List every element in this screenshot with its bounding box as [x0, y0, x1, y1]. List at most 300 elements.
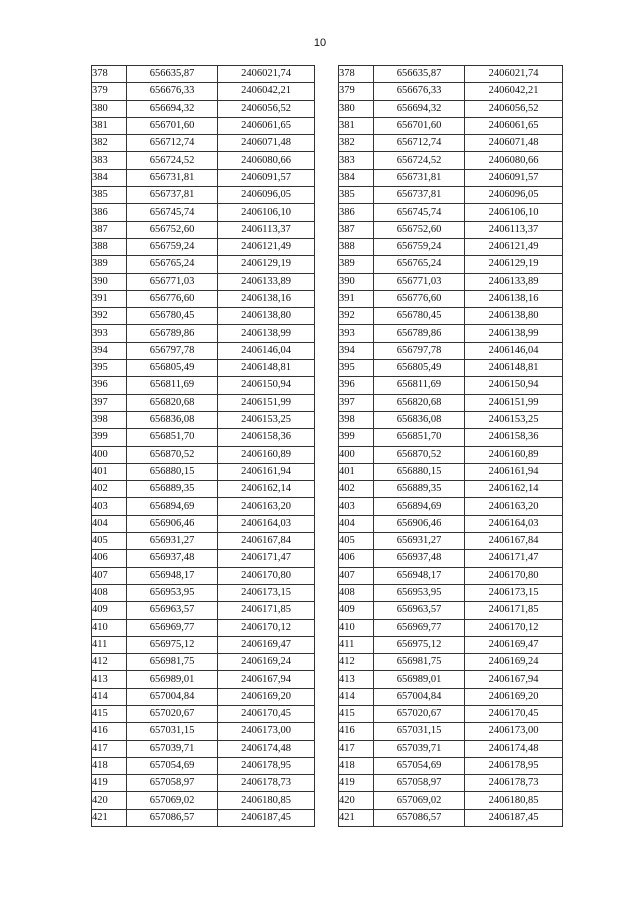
point-number-cell: 379 — [339, 83, 374, 100]
table-row — [92, 723, 315, 740]
y-coordinate-cell: 2406169,47 — [465, 636, 563, 653]
x-coordinate-cell: 656789,86 — [374, 325, 465, 342]
table-row — [339, 792, 563, 809]
y-coordinate-cell: 2406138,16 — [218, 290, 315, 307]
y-coordinate-cell: 2406170,12 — [465, 619, 563, 636]
y-coordinate-cell: 2406187,45 — [465, 809, 563, 826]
table-row — [339, 325, 563, 342]
x-coordinate-cell: 656701,60 — [127, 117, 218, 134]
point-number-cell: 404 — [339, 515, 374, 532]
x-coordinate-cell: 656989,01 — [374, 671, 465, 688]
x-coordinate-cell: 656870,52 — [127, 446, 218, 463]
y-coordinate-cell: 2406167,94 — [218, 671, 315, 688]
point-number-cell: 410 — [92, 619, 127, 636]
y-coordinate-cell: 2406171,47 — [465, 550, 563, 567]
y-coordinate-cell: 2406178,95 — [465, 757, 563, 774]
x-coordinate-cell: 656906,46 — [127, 515, 218, 532]
x-coordinate-cell: 656948,17 — [374, 567, 465, 584]
point-number-cell: 396 — [92, 377, 127, 394]
table-row — [92, 809, 315, 826]
x-coordinate-cell: 656737,81 — [374, 187, 465, 204]
point-number-cell: 417 — [92, 740, 127, 757]
table-row — [92, 411, 315, 428]
point-number-cell: 407 — [339, 567, 374, 584]
point-number-cell: 420 — [339, 792, 374, 809]
y-coordinate-cell: 2406160,89 — [465, 446, 563, 463]
x-coordinate-cell: 656771,03 — [374, 273, 465, 290]
point-number-cell: 391 — [92, 290, 127, 307]
table-row — [92, 602, 315, 619]
point-number-cell: 405 — [92, 533, 127, 550]
table-row — [339, 757, 563, 774]
table-row — [92, 83, 315, 100]
y-coordinate-cell: 2406173,15 — [218, 584, 315, 601]
x-coordinate-cell: 656811,69 — [127, 377, 218, 394]
point-number-cell: 394 — [339, 342, 374, 359]
point-number-cell: 397 — [92, 394, 127, 411]
y-coordinate-cell: 2406133,89 — [218, 273, 315, 290]
y-coordinate-cell: 2406161,94 — [465, 463, 563, 480]
point-number-cell: 413 — [92, 671, 127, 688]
table-row — [339, 411, 563, 428]
table-row — [339, 238, 563, 255]
table-row — [339, 809, 563, 826]
table-row — [92, 705, 315, 722]
point-number-cell: 390 — [339, 273, 374, 290]
table-row — [92, 221, 315, 238]
y-coordinate-cell: 2406178,95 — [218, 757, 315, 774]
page-number: 10 — [313, 37, 327, 49]
x-coordinate-cell: 656745,74 — [374, 204, 465, 221]
x-coordinate-cell: 656712,74 — [374, 135, 465, 152]
table-row — [92, 775, 315, 792]
table-row — [339, 533, 563, 550]
y-coordinate-cell: 2406042,21 — [465, 83, 563, 100]
table-row — [339, 619, 563, 636]
x-coordinate-cell: 657086,57 — [374, 809, 465, 826]
point-number-cell: 385 — [339, 187, 374, 204]
point-number-cell: 383 — [339, 152, 374, 169]
table-row — [92, 187, 315, 204]
y-coordinate-cell: 2406061,65 — [218, 117, 315, 134]
y-coordinate-cell: 2406148,81 — [218, 360, 315, 377]
y-coordinate-cell: 2406121,49 — [218, 238, 315, 255]
point-number-cell: 411 — [92, 636, 127, 653]
y-coordinate-cell: 2406169,20 — [465, 688, 563, 705]
x-coordinate-cell: 656880,15 — [127, 463, 218, 480]
point-number-cell: 386 — [92, 204, 127, 221]
table-row — [92, 256, 315, 273]
table-row — [92, 533, 315, 550]
x-coordinate-cell: 656906,46 — [374, 515, 465, 532]
table-row — [339, 308, 563, 325]
x-coordinate-cell: 656776,60 — [374, 290, 465, 307]
x-coordinate-cell: 656765,24 — [374, 256, 465, 273]
y-coordinate-cell: 2406106,10 — [465, 204, 563, 221]
x-coordinate-cell: 656948,17 — [127, 567, 218, 584]
point-number-cell: 391 — [339, 290, 374, 307]
y-coordinate-cell: 2406096,05 — [465, 187, 563, 204]
y-coordinate-cell: 2406170,12 — [218, 619, 315, 636]
y-coordinate-cell: 2406129,19 — [218, 256, 315, 273]
x-coordinate-cell: 656737,81 — [127, 187, 218, 204]
y-coordinate-cell: 2406162,14 — [465, 481, 563, 498]
point-number-cell: 390 — [92, 273, 127, 290]
y-coordinate-cell: 2406171,47 — [218, 550, 315, 567]
y-coordinate-cell: 2406171,85 — [218, 602, 315, 619]
y-coordinate-cell: 2406164,03 — [465, 515, 563, 532]
point-number-cell: 417 — [339, 740, 374, 757]
table-row — [339, 602, 563, 619]
table-row — [339, 584, 563, 601]
table-row — [339, 204, 563, 221]
x-coordinate-cell: 656676,33 — [374, 83, 465, 100]
x-coordinate-cell: 657058,97 — [374, 775, 465, 792]
x-coordinate-cell: 657086,57 — [127, 809, 218, 826]
x-coordinate-cell: 656953,95 — [374, 584, 465, 601]
y-coordinate-cell: 2406162,14 — [218, 481, 315, 498]
table-row — [339, 515, 563, 532]
y-coordinate-cell: 2406150,94 — [218, 377, 315, 394]
table-row — [339, 117, 563, 134]
table-row — [92, 688, 315, 705]
table-row — [92, 515, 315, 532]
coordinates-table-left-body — [92, 66, 315, 827]
y-coordinate-cell: 2406187,45 — [218, 809, 315, 826]
y-coordinate-cell: 2406113,37 — [465, 221, 563, 238]
x-coordinate-cell: 656712,74 — [127, 135, 218, 152]
x-coordinate-cell: 656676,33 — [127, 83, 218, 100]
x-coordinate-cell: 656969,77 — [127, 619, 218, 636]
point-number-cell: 400 — [92, 446, 127, 463]
point-number-cell: 406 — [92, 550, 127, 567]
table-row — [92, 429, 315, 446]
point-number-cell: 388 — [92, 238, 127, 255]
x-coordinate-cell: 656931,27 — [127, 533, 218, 550]
point-number-cell: 400 — [339, 446, 374, 463]
y-coordinate-cell: 2406148,81 — [465, 360, 563, 377]
table-row — [339, 135, 563, 152]
table-row — [92, 117, 315, 134]
point-number-cell: 404 — [92, 515, 127, 532]
point-number-cell: 402 — [92, 481, 127, 498]
table-row — [92, 446, 315, 463]
table-row — [92, 135, 315, 152]
y-coordinate-cell: 2406167,94 — [465, 671, 563, 688]
point-number-cell: 402 — [339, 481, 374, 498]
y-coordinate-cell: 2406056,52 — [465, 100, 563, 117]
table-row — [92, 100, 315, 117]
y-coordinate-cell: 2406171,85 — [465, 602, 563, 619]
table-row — [339, 705, 563, 722]
x-coordinate-cell: 656694,32 — [127, 100, 218, 117]
point-number-cell: 419 — [339, 775, 374, 792]
table-row — [339, 273, 563, 290]
x-coordinate-cell: 656752,60 — [127, 221, 218, 238]
point-number-cell: 380 — [339, 100, 374, 117]
y-coordinate-cell: 2406170,80 — [465, 567, 563, 584]
table-row — [92, 550, 315, 567]
y-coordinate-cell: 2406173,00 — [218, 723, 315, 740]
y-coordinate-cell: 2406096,05 — [218, 187, 315, 204]
y-coordinate-cell: 2406167,84 — [218, 533, 315, 550]
point-number-cell: 412 — [339, 654, 374, 671]
x-coordinate-cell: 656880,15 — [374, 463, 465, 480]
x-coordinate-cell: 656989,01 — [127, 671, 218, 688]
point-number-cell: 398 — [339, 411, 374, 428]
y-coordinate-cell: 2406071,48 — [218, 135, 315, 152]
table-row — [339, 83, 563, 100]
y-coordinate-cell: 2406164,03 — [218, 515, 315, 532]
table-row — [92, 567, 315, 584]
x-coordinate-cell: 656953,95 — [127, 584, 218, 601]
x-coordinate-cell: 656889,35 — [374, 481, 465, 498]
table-row — [92, 273, 315, 290]
table-row — [339, 446, 563, 463]
point-number-cell: 419 — [92, 775, 127, 792]
table-row — [339, 342, 563, 359]
y-coordinate-cell: 2406151,99 — [218, 394, 315, 411]
y-coordinate-cell: 2406042,21 — [218, 83, 315, 100]
point-number-cell: 395 — [339, 360, 374, 377]
table-row — [339, 429, 563, 446]
x-coordinate-cell: 657039,71 — [127, 740, 218, 757]
y-coordinate-cell: 2406113,37 — [218, 221, 315, 238]
y-coordinate-cell: 2406170,45 — [465, 705, 563, 722]
x-coordinate-cell: 656805,49 — [374, 360, 465, 377]
point-number-cell: 384 — [92, 169, 127, 186]
point-number-cell: 403 — [92, 498, 127, 515]
table-row — [92, 308, 315, 325]
x-coordinate-cell: 656963,57 — [127, 602, 218, 619]
table-row — [92, 463, 315, 480]
point-number-cell: 414 — [339, 688, 374, 705]
table-row — [339, 463, 563, 480]
y-coordinate-cell: 2406146,04 — [465, 342, 563, 359]
y-coordinate-cell: 2406138,99 — [465, 325, 563, 342]
x-coordinate-cell: 656765,24 — [127, 256, 218, 273]
x-coordinate-cell: 656820,68 — [127, 394, 218, 411]
x-coordinate-cell: 657020,67 — [374, 705, 465, 722]
table-row — [92, 169, 315, 186]
point-number-cell: 415 — [339, 705, 374, 722]
x-coordinate-cell: 656780,45 — [127, 308, 218, 325]
x-coordinate-cell: 657069,02 — [374, 792, 465, 809]
point-number-cell: 382 — [339, 135, 374, 152]
table-row — [92, 619, 315, 636]
point-number-cell: 409 — [92, 602, 127, 619]
table-row — [339, 221, 563, 238]
y-coordinate-cell: 2406150,94 — [465, 377, 563, 394]
table-row — [339, 723, 563, 740]
x-coordinate-cell: 656981,75 — [127, 654, 218, 671]
y-coordinate-cell: 2406163,20 — [218, 498, 315, 515]
x-coordinate-cell: 656776,60 — [127, 290, 218, 307]
y-coordinate-cell: 2406091,57 — [465, 169, 563, 186]
y-coordinate-cell: 2406169,47 — [218, 636, 315, 653]
point-number-cell: 418 — [339, 757, 374, 774]
x-coordinate-cell: 656937,48 — [374, 550, 465, 567]
point-number-cell: 388 — [339, 238, 374, 255]
x-coordinate-cell: 656894,69 — [127, 498, 218, 515]
point-number-cell: 420 — [92, 792, 127, 809]
x-coordinate-cell: 656797,78 — [127, 342, 218, 359]
x-coordinate-cell: 656805,49 — [127, 360, 218, 377]
point-number-cell: 385 — [92, 187, 127, 204]
y-coordinate-cell: 2406138,16 — [465, 290, 563, 307]
y-coordinate-cell: 2406056,52 — [218, 100, 315, 117]
table-row — [339, 152, 563, 169]
x-coordinate-cell: 656759,24 — [127, 238, 218, 255]
point-number-cell: 386 — [339, 204, 374, 221]
y-coordinate-cell: 2406133,89 — [465, 273, 563, 290]
x-coordinate-cell: 657004,84 — [127, 688, 218, 705]
table-row — [92, 325, 315, 342]
point-number-cell: 411 — [339, 636, 374, 653]
table-row — [92, 394, 315, 411]
coordinates-table-left — [91, 65, 315, 827]
y-coordinate-cell: 2406071,48 — [465, 135, 563, 152]
table-row — [339, 688, 563, 705]
point-number-cell: 407 — [92, 567, 127, 584]
point-number-cell: 418 — [92, 757, 127, 774]
x-coordinate-cell: 656731,81 — [127, 169, 218, 186]
table-row — [339, 654, 563, 671]
y-coordinate-cell: 2406138,80 — [465, 308, 563, 325]
point-number-cell: 387 — [339, 221, 374, 238]
point-number-cell: 406 — [339, 550, 374, 567]
table-row — [92, 152, 315, 169]
table-row — [92, 360, 315, 377]
y-coordinate-cell: 2406151,99 — [465, 394, 563, 411]
table-row — [92, 204, 315, 221]
table-row — [92, 584, 315, 601]
y-coordinate-cell: 2406161,94 — [218, 463, 315, 480]
point-number-cell: 381 — [92, 117, 127, 134]
y-coordinate-cell: 2406121,49 — [465, 238, 563, 255]
y-coordinate-cell: 2406178,73 — [218, 775, 315, 792]
x-coordinate-cell: 656635,87 — [127, 66, 218, 83]
table-row — [92, 636, 315, 653]
point-number-cell: 421 — [339, 809, 374, 826]
x-coordinate-cell: 657058,97 — [127, 775, 218, 792]
x-coordinate-cell: 656851,70 — [374, 429, 465, 446]
point-number-cell: 409 — [339, 602, 374, 619]
x-coordinate-cell: 656731,81 — [374, 169, 465, 186]
point-number-cell: 389 — [339, 256, 374, 273]
y-coordinate-cell: 2406091,57 — [218, 169, 315, 186]
y-coordinate-cell: 2406153,25 — [218, 411, 315, 428]
y-coordinate-cell: 2406021,74 — [465, 66, 563, 83]
x-coordinate-cell: 656780,45 — [374, 308, 465, 325]
x-coordinate-cell: 656797,78 — [374, 342, 465, 359]
table-row — [339, 290, 563, 307]
x-coordinate-cell: 656889,35 — [127, 481, 218, 498]
x-coordinate-cell: 656724,52 — [127, 152, 218, 169]
point-number-cell: 392 — [92, 308, 127, 325]
x-coordinate-cell: 656752,60 — [374, 221, 465, 238]
table-row — [92, 290, 315, 307]
point-number-cell: 396 — [339, 377, 374, 394]
x-coordinate-cell: 656811,69 — [374, 377, 465, 394]
x-coordinate-cell: 656635,87 — [374, 66, 465, 83]
table-row — [339, 567, 563, 584]
table-row — [92, 238, 315, 255]
x-coordinate-cell: 656836,08 — [374, 411, 465, 428]
table-row — [339, 394, 563, 411]
point-number-cell: 416 — [92, 723, 127, 740]
table-row — [339, 377, 563, 394]
y-coordinate-cell: 2406178,73 — [465, 775, 563, 792]
point-number-cell: 381 — [339, 117, 374, 134]
x-coordinate-cell: 656975,12 — [374, 636, 465, 653]
table-row — [339, 100, 563, 117]
table-row — [92, 481, 315, 498]
x-coordinate-cell: 656694,32 — [374, 100, 465, 117]
point-number-cell: 401 — [339, 463, 374, 480]
x-coordinate-cell: 657031,15 — [127, 723, 218, 740]
y-coordinate-cell: 2406158,36 — [465, 429, 563, 446]
x-coordinate-cell: 656759,24 — [374, 238, 465, 255]
x-coordinate-cell: 657039,71 — [374, 740, 465, 757]
y-coordinate-cell: 2406174,48 — [465, 740, 563, 757]
x-coordinate-cell: 656771,03 — [127, 273, 218, 290]
y-coordinate-cell: 2406180,85 — [218, 792, 315, 809]
point-number-cell: 398 — [92, 411, 127, 428]
x-coordinate-cell: 656745,74 — [127, 204, 218, 221]
y-coordinate-cell: 2406163,20 — [465, 498, 563, 515]
point-number-cell: 393 — [339, 325, 374, 342]
y-coordinate-cell: 2406170,45 — [218, 705, 315, 722]
point-number-cell: 408 — [339, 584, 374, 601]
point-number-cell: 399 — [92, 429, 127, 446]
x-coordinate-cell: 656701,60 — [374, 117, 465, 134]
y-coordinate-cell: 2406146,04 — [218, 342, 315, 359]
y-coordinate-cell: 2406106,10 — [218, 204, 315, 221]
point-number-cell: 410 — [339, 619, 374, 636]
table-row — [339, 671, 563, 688]
y-coordinate-cell: 2406173,00 — [465, 723, 563, 740]
x-coordinate-cell: 656820,68 — [374, 394, 465, 411]
point-number-cell: 387 — [92, 221, 127, 238]
table-row — [339, 481, 563, 498]
x-coordinate-cell: 656981,75 — [374, 654, 465, 671]
y-coordinate-cell: 2406138,99 — [218, 325, 315, 342]
table-row — [339, 66, 563, 83]
x-coordinate-cell: 656931,27 — [374, 533, 465, 550]
table-row — [92, 66, 315, 83]
point-number-cell: 421 — [92, 809, 127, 826]
table-row — [92, 342, 315, 359]
coordinates-table-right-body — [339, 66, 563, 827]
table-row — [92, 377, 315, 394]
table-row — [339, 550, 563, 567]
table-row — [339, 740, 563, 757]
table-row — [339, 498, 563, 515]
y-coordinate-cell: 2406170,80 — [218, 567, 315, 584]
y-coordinate-cell: 2406080,66 — [218, 152, 315, 169]
point-number-cell: 415 — [92, 705, 127, 722]
point-number-cell: 378 — [339, 66, 374, 83]
point-number-cell: 414 — [92, 688, 127, 705]
table-row — [92, 498, 315, 515]
table-row — [339, 169, 563, 186]
x-coordinate-cell: 656937,48 — [127, 550, 218, 567]
x-coordinate-cell: 656963,57 — [374, 602, 465, 619]
table-row — [339, 636, 563, 653]
point-number-cell: 397 — [339, 394, 374, 411]
point-number-cell: 416 — [339, 723, 374, 740]
